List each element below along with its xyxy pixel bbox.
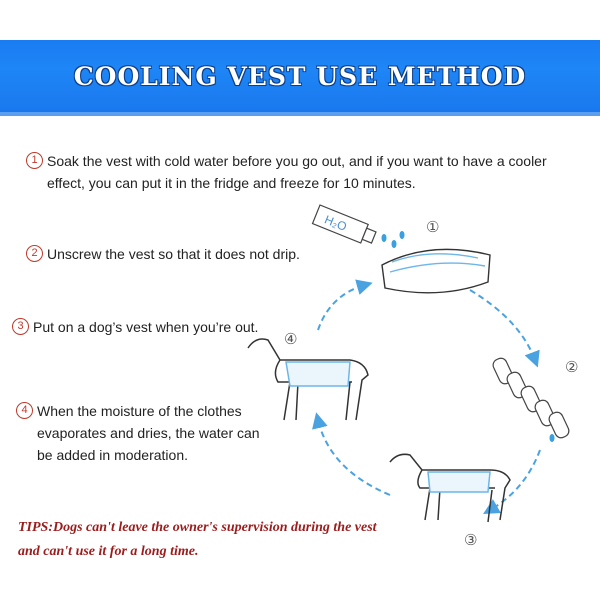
diagram-label-4: ④ [284,330,298,348]
step-2-number: 2 [26,245,43,262]
step-3-text: Put on a dog’s vest when you’re out. [33,319,259,335]
cycle-arrow-3-to-4 [318,420,390,495]
step-4-text: When the moisture of the clothes evaporates and dries, the water can be added in moderation. [37,403,260,463]
step-2-text: Unscrew the vest so that it does not drip. [47,246,300,262]
vest-in-water-icon [382,249,490,292]
step-3-number: 3 [12,318,29,335]
step-4-number: 4 [16,402,33,419]
diagram-label-3: ③ [464,531,478,549]
cycle-arrow-1-to-2 [470,290,535,360]
dog-with-vest-icon-4 [248,339,368,420]
cycle-arrow-4-to-1 [318,285,365,330]
wrung-vest-icon [491,356,571,439]
diagram-label-1: ① [426,218,440,236]
step-1-text: Soak the vest with cold water before you go out, and if you want to have a cooler effect, you can put it in the fridge and freeze for 10 minutes. [47,153,547,191]
diagram-label-2: ② [565,358,579,376]
bottle-label: H₂O [322,212,349,234]
water-bottle-icon [313,205,378,247]
step-1-number: 1 [26,152,43,169]
tips-note: TIPS:Dogs can't leave the owner's supervision during the vest and can't use it for a long time. [18,520,377,559]
banner-title: COOLING VEST USE METHOD [73,61,527,91]
dog-with-vest-icon-3 [390,454,510,522]
cycle-arrow-2-to-3 [490,450,540,510]
